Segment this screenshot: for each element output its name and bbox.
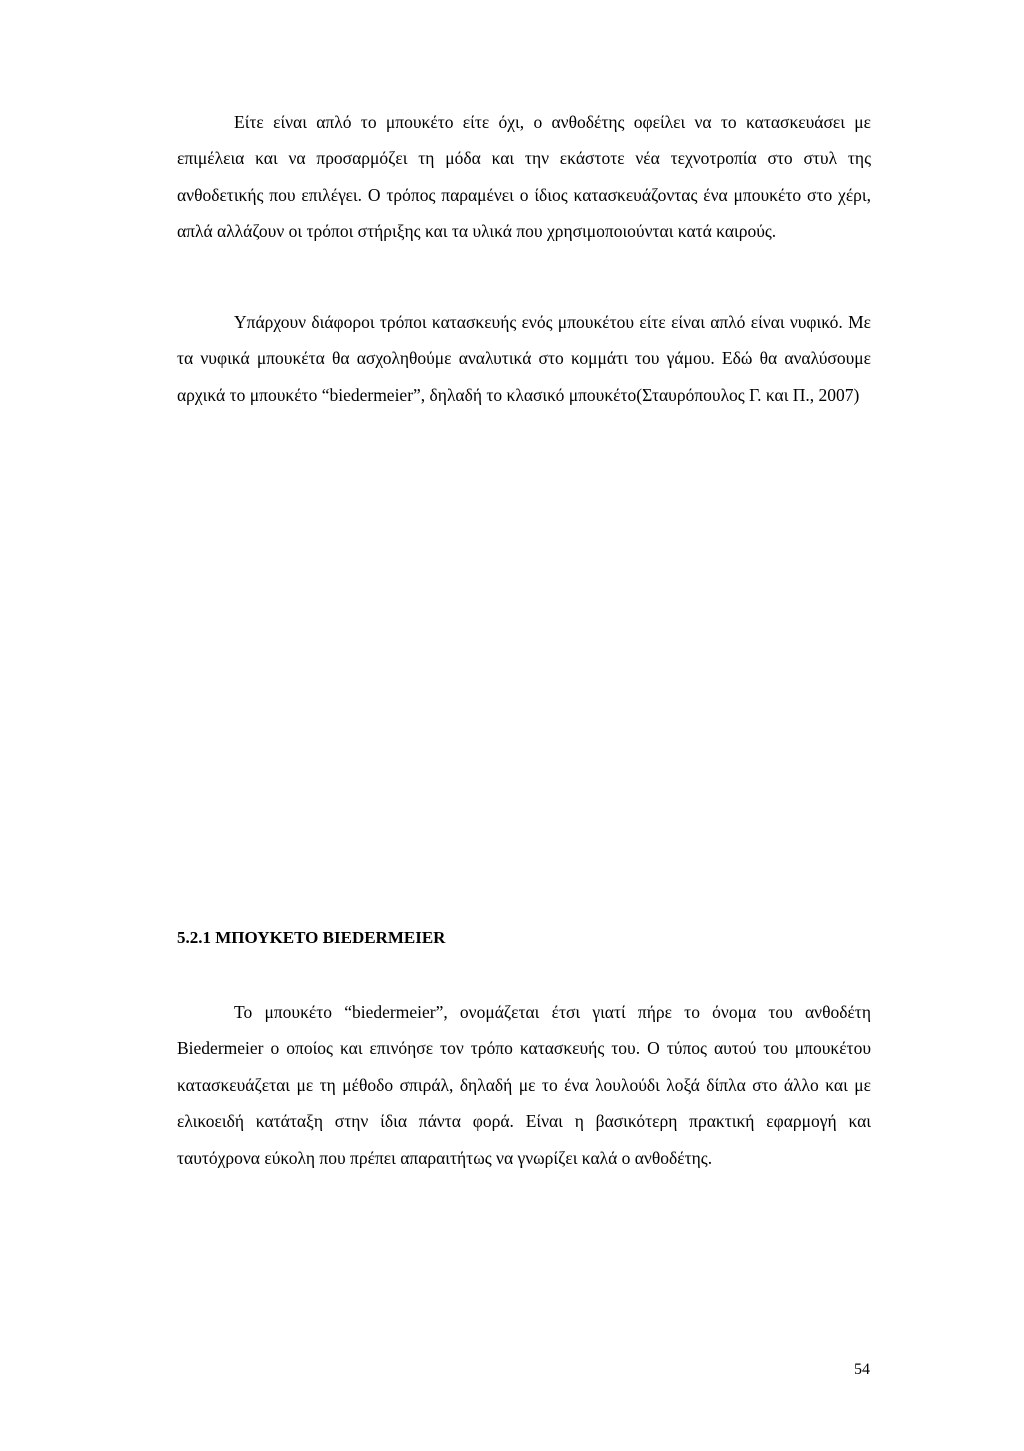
paragraph-bouquet-types: Υπάρχουν διάφοροι τρόποι κατασκευής ενός μπουκέτου είτε είναι απλό είναι νυφικό. Με τα νυφικά μπουκέτα θα ασχοληθούμε αναλυτικά στο κομμάτι του γάμου. Εδώ θα αναλύσουμε αρχικά το μπουκέτο “biedermeier”, δηλαδή το κλασικό μπουκέτο(Σταυρόπουλος Γ. και Π., 2007) bbox=[177, 312, 871, 405]
paragraph-bouquet-intro: Είτε είναι απλό το μπουκέτο είτε όχι, ο ανθοδέτης οφείλει να το κατασκευάσει με επιμέλεια και να προσαρμόζει τη μόδα και την εκάστοτε νέα τεχνοτροπία στο στυλ της ανθοδετικής που επιλέγει. Ο τρόπος παραμένει ο ίδιος κατασκευάζοντας ένα μπουκέτο στο χέρι, απλά αλλάζουν οι τρόποι στήριξης και τα υλικά που χρησιμοποιούνται κατά καιρούς. bbox=[177, 112, 871, 242]
section-heading: 5.2.1 ΜΠΟΥΚΕΤΟ BIEDERMEIER bbox=[177, 928, 446, 947]
paragraph-biedermeier: Το μπουκέτο “biedermeier”, ονομάζεται έτσι γιατί πήρε το όνομα του ανθοδέτη Biedermeier ο οποίος και επινόησε τον τρόπο κατασκευής του. Ο τύπος αυτού του μπουκέτου κατασκευάζεται με τη μέθοδο σπιράλ, δηλαδή με το ένα λουλούδι λοξά δίπλα στο άλλο και με ελικοειδή κατάταξη στην ίδια πάντα φορά. Είναι η βασικότερη πρακτική εφαρμογή και ταυτόχρονα εύκολη που πρέπει απαραιτήτως να γνωρίζει καλά ο ανθοδέτης. bbox=[177, 1002, 871, 1168]
page-number: 54 bbox=[854, 1361, 870, 1378]
